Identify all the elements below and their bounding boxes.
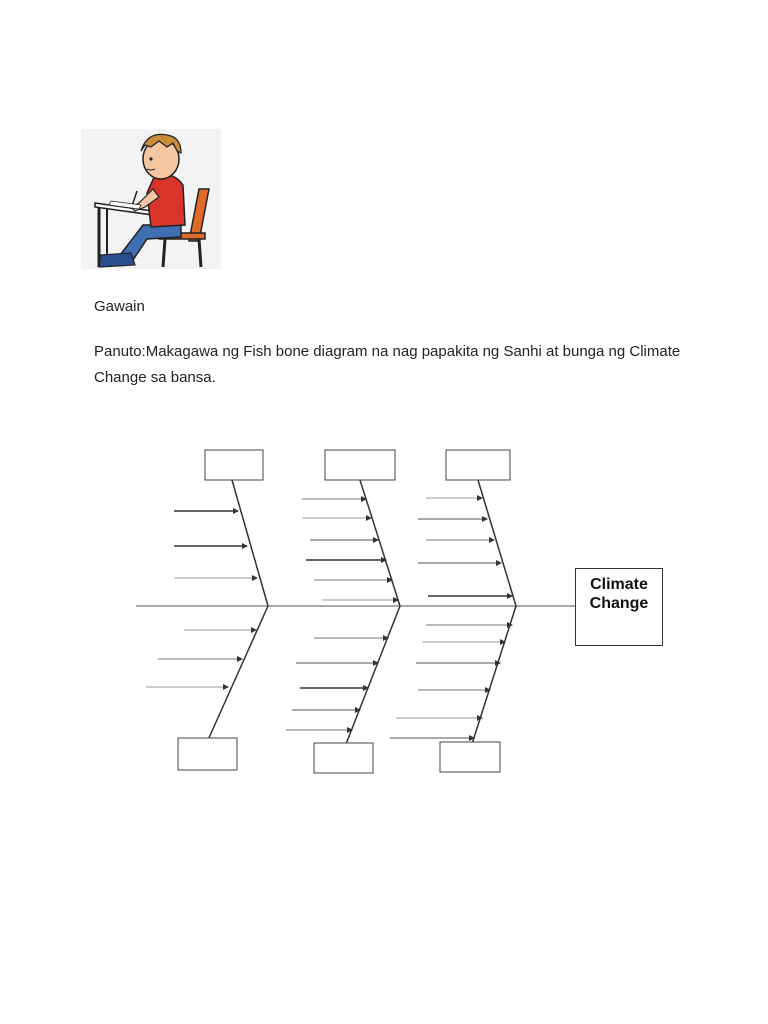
cause-box-bottom-3 — [440, 742, 500, 772]
effect-label: Climate Change — [589, 576, 649, 612]
bone-bottom-2 — [346, 606, 400, 744]
cause-box-top-2 — [325, 450, 395, 480]
arrows-bottom-3 — [390, 625, 512, 738]
cause-box-top-3 — [446, 450, 510, 480]
bone-bottom-1 — [208, 606, 268, 740]
arrows-bottom-1 — [146, 630, 256, 687]
bone-bottom-3 — [472, 606, 516, 744]
bone-top-3 — [478, 480, 516, 606]
effect-box-climate-change — [575, 568, 663, 646]
arrows-bottom-2 — [286, 638, 388, 730]
cause-box-top-1 — [205, 450, 263, 480]
cause-box-bottom-1 — [178, 738, 237, 770]
cause-box-bottom-2 — [314, 743, 373, 773]
bone-top-1 — [232, 480, 268, 606]
arrows-top-2 — [302, 499, 398, 600]
instructions-text: Panuto:Makagawa ng Fish bone diagram na nag papakita ng Sanhi at bunga ng Climate Change sa bansa. — [94, 343, 681, 386]
activity-heading: Gawain — [94, 298, 145, 315]
arrows-top-1 — [174, 511, 257, 578]
